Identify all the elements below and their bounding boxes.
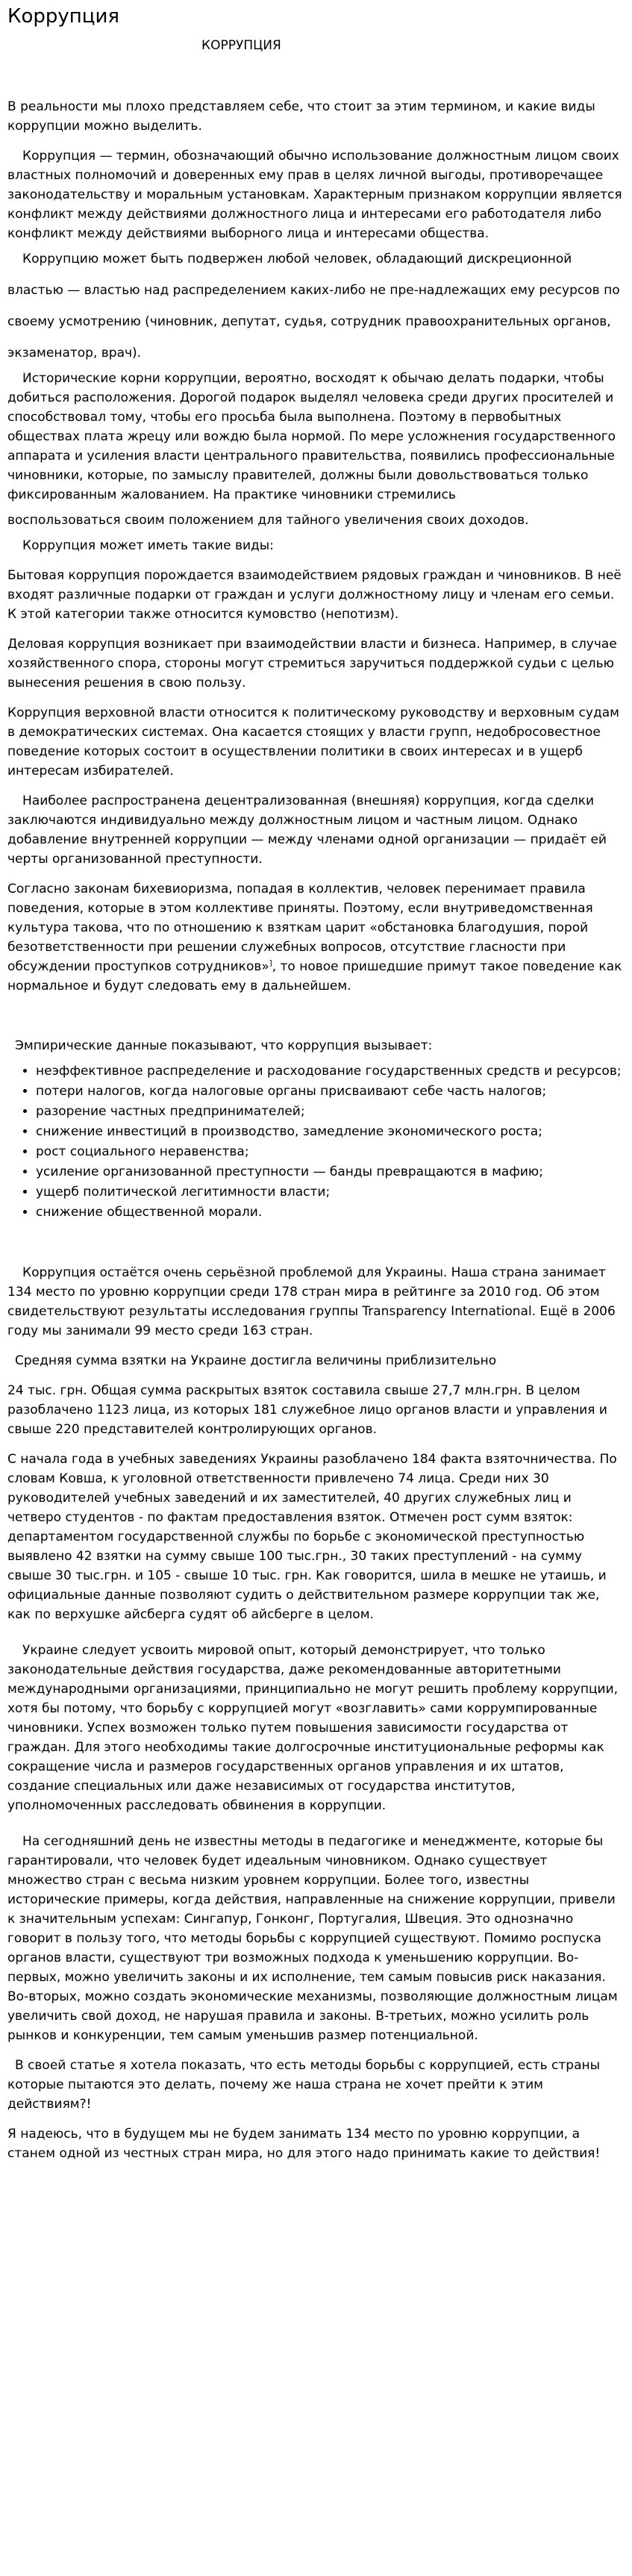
paragraph-decentralized-corruption: Наиболее распространена децентрализованная (внешняя) коррупция, когда сделки заключаются индивидуально между должностным лицом и частным лицом. Однако добавление внутренней коррупции — между членами одной организации — придаёт ей черты организованной преступности. [7, 793, 607, 867]
paragraph-intro: В реальности мы плохо представляем себе, что стоит за этим термином, и какие виды коррупции можно выделить. [7, 99, 595, 134]
paragraph-article-purpose: В своей статье я хотела показать, что есть методы борьбы с коррупцией, есть страны которые пытаются это делать, почему же наша страна не хочет прейти к этим действиям?! [7, 2058, 601, 2112]
paragraph-household-corruption: Бытовая коррупция порождается взаимодействием рядовых граждан и чиновников. В неё входят различные подарки от граждан и услуги должностному лицу и членам его семьи. К этой категории также относится кумовство (непотизм). [7, 568, 622, 622]
paragraph-ukraine-ranking: Коррупция остаётся очень серьёзной проблемой для Украины. Наша страна занимает 134 место по уровню коррупции среди 178 стран мира в рейтинге за 2010 год. Об этом свидетельствуют результаты исследования группы Transparency International. Ещё в 2006 году мы занимали 99 место среди 163 стран. [7, 1265, 616, 1338]
paragraph-empirical-data: Эмпирические данные показывают, что коррупция вызывает: [15, 1038, 433, 1053]
list-item: • снижение инвестиций в производство, замедление экономического роста; [36, 1122, 625, 1142]
paragraph-historical-roots: Исторические корни коррупции, вероятно, восходят к обычаю делать подарки, чтобы добиться расположения. Дорогой подарок выделял человека среди других просителей и способствовал тому, чтобы его просьба была выполнена. Поэтому в первобытных обществах плата жрецу или вождю была нормой. По мере усложнения государственного аппарата и усиления власти центрального правительства, появились профессиональные чиновники, которые, по замыслу правителей, должны были довольствоваться только фиксированным жалованием. На практике чиновники стремились [7, 371, 616, 502]
list-item: • усиление организованной преступности — банды превращаются в мафию; [36, 1162, 625, 1182]
paragraph-business-corruption: Деловая коррупция возникает при взаимодействии власти и бизнеса. Например, в случае хозяйственного спора, стороны могут стремиться заручиться поддержкой судьи с целью вынесения решения в свою пользу. [7, 637, 617, 690]
paragraph-average-bribe: Средняя сумма взятки на Украине достигла величины приблизительно [15, 1353, 497, 1368]
paragraph-behaviorism [7, 879, 625, 996]
list-item: • снижение общественной морали. [36, 1203, 625, 1223]
list-item: • рост социального неравенства; [36, 1142, 625, 1162]
paragraph-definition: Коррупция — термин, обозначающий обычно использование должностным лицом своих властных полномочий и доверенных ему прав в целях личной выгоды, противоречащее законодательству и моральным установкам. Характерным признаком коррупции является конфликт между действиями должностного лица и интересами его работодателя либо конфликт между действиями выборного лица и интересами общества. [7, 149, 622, 241]
paragraph-world-experience: Украине следует усвоить мировой опыт, который демонстрирует, что только законодательные действия государства, даже рекомендованные авторитетными международными организациями, принципиально не могут решить проблему коррупции, хотя бы потому, что борьбу с коррупцией могут «возглавить» сами коррумпированные чиновники. Успех возможен только путем повышения зависимости государства от граждан. Для этого необходимы такие долгосрочные институциональные реформы как сокращение числа и размеров государственных органов управления и их штатов, создание специальных или даже независимых от государства институтов, уполномоченных расследовать обвинения в коррупции. [7, 1643, 619, 1813]
paragraph-anti-corruption-methods: На сегодняшний день не известны методы в педагогике и менеджменте, которые бы гарантировали, что человек будет идеальным чиновником. Однако существует множество стран с весьма низким уровнем коррупции. Более того, известны исторические примеры, когда действия, направленные на снижение коррупции, привели к значительным успехам: Сингапур, Гонконг, Португалия, Швеция. Это однозначно говорит в пользу того, что методы борьбы с коррупцией существуют. Помимо роспуска органов власти, существуют три возможных подхода к уменьшению коррупции. Во-первых, можно увеличить законы и их исполнение, тем самым повысив риск наказания. Во-вторых, можно создать экономические механизмы, позволяющие должностным лицам увеличить свой доход, не нарушая правила и законы. В-третьих, можно усилить роль рынков и конкуренции, тем самым уменьшив размер потенциальной. [7, 1834, 618, 2043]
page-title: Коррупция [7, 5, 119, 28]
list-item: • неэффективное распределение и расходование государственных средств и ресурсов; [36, 1061, 625, 1082]
paragraph-discretionary-power: Коррупцию может быть подвержен любой человек, обладающий дискреционной властью — властью над распределением каких-либо не пре-надлежащих ему ресурсов по своему усмотрению (чиновник, депутат, судья, сотрудник правоохранительных органов, экзаменатор, врач). [7, 252, 620, 361]
list-item: • ущерб политической легитимности власти; [36, 1182, 625, 1203]
paragraph-bribe-totals: 24 тыс. грн. Общая сумма раскрытых взяток составила свыше 27,7 млн.грн. В целом разоблачено 1123 лица, из которых 181 служебное лицо органов власти и управления и свыше 220 представителей контролирующих органов. [7, 1383, 607, 1437]
document-heading: КОРРУПЦИЯ [201, 38, 281, 53]
consequences-list [7, 1061, 625, 1223]
behaviorism-text-start: Согласно законам бихевиоризма, попадая в коллектив, человек перенимает правила поведения, которые в этом коллективе приняты. Поэтому, если внутриведомственная культура такова, что по отношению к взяткам царит «обстановка благодушия, порой безответственности при решении служебных вопросов, отсутствие гласности при обсуждении проступков сотрудников» [7, 882, 593, 974]
list-item: • разорение частных предпринимателей; [36, 1102, 625, 1122]
paragraph-supreme-power-corruption: Коррупция верховной власти относится к политическому руководству и верховным судам в демократических системах. Она касается стоящих у власти групп, недобросовестное поведение которых состоит в осуществлении политики в своих интересах и в ущерб интересам избирателей. [7, 705, 619, 779]
paragraph-historical-roots-end: воспользоваться своим положением для тайного увеличения своих доходов. [7, 513, 529, 528]
paragraph-education-bribery: С начала года в учебных заведениях Украины разоблачено 184 факта взяточничества. По словам Ковша, к уголовной ответственности привлечено 74 лица. Среди них 30 руководителей учебных заведений и их заместителей, 40 других служебных лиц и четверо студентов - по фактам предоставления взяток. Отмечен рост сумм взяток: департаментом государственной службы по борьбе с экономической преступностью выявлено 42 взятки на сумму свыше 100 тыс.грн., 30 таких преступлений - на сумму свыше 30 тыс.грн. и 105 - свыше 10 тыс. грн. Как говорится, шила в мешке не утаишь, и официальные данные позволяют судить о действительном размере коррупции так же, как по верхушке айсберга судят об айсберге в целом. [7, 1452, 617, 1622]
footnote-marker[interactable]: ] [269, 959, 272, 968]
behaviorism-text-end: , то новое пришедшие примут такое поведение как нормальное и будут следовать ему в дальнейшем. [7, 959, 622, 994]
paragraph-conclusion: Я надеюсь, что в будущем мы не будем занимать 134 место по уровню коррупции, а станем одной из честных стран мира, но для этого надо принимать какие то действия! [7, 2127, 601, 2161]
list-item: • потери налогов, когда налоговые органы присваивают себе часть налогов; [36, 1082, 625, 1102]
paragraph-types-intro: Коррупция может иметь такие виды: [22, 538, 274, 553]
